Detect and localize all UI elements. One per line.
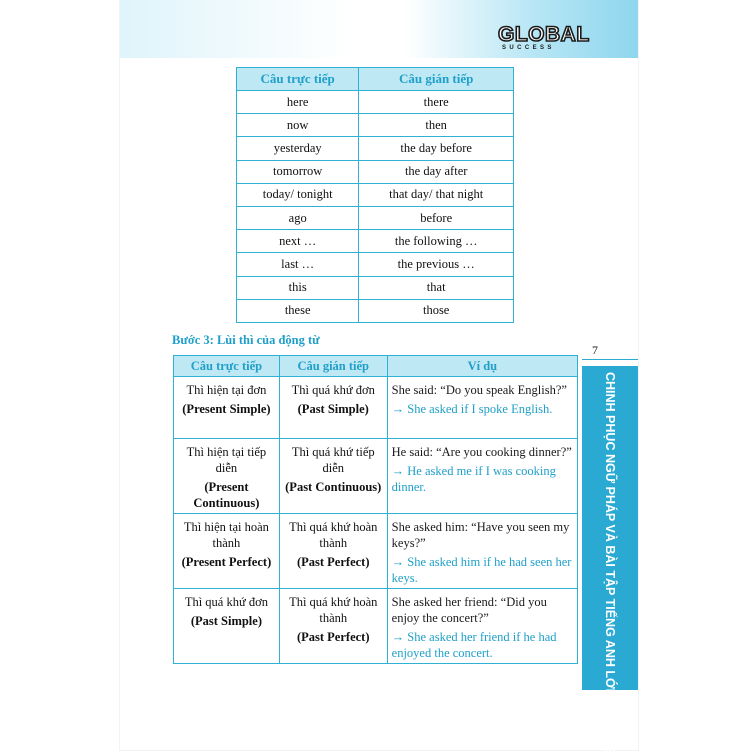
logo-main-text: GLOBAL [498, 23, 590, 46]
table1-cell-indirect: that day/ that night [359, 183, 514, 206]
global-success-logo [498, 23, 590, 54]
indirect-tense-cell [279, 377, 387, 439]
table1-cell-direct: now [237, 114, 359, 137]
table1-cell-direct: these [237, 299, 359, 322]
adverb-conversion-table [236, 67, 514, 323]
table1-header-indirect: Câu gián tiếp [359, 68, 514, 91]
example-answer: → She asked her friend if he had enjoyed the concert. [391, 630, 557, 660]
table-row [237, 253, 514, 276]
direct-tense-vi: Thì hiện tại hoàn thành [183, 520, 269, 550]
table-row [237, 276, 514, 299]
table-row [237, 91, 514, 114]
indirect-tense-en: (Past Continuous) [285, 480, 382, 494]
table1-cell-indirect: that [359, 276, 514, 299]
table2-header-indirect: Câu gián tiếp [279, 356, 387, 377]
example-answer: → She asked him if he had seen her keys. [391, 555, 572, 585]
table1-cell-direct: here [237, 91, 359, 114]
table1-cell-indirect: those [359, 299, 514, 322]
table-row [237, 206, 514, 229]
direct-tense-cell [174, 377, 280, 439]
table1-cell-direct: tomorrow [237, 160, 359, 183]
direct-tense-en: (Present Perfect) [181, 555, 272, 569]
example-sentence: She said: “Do you speak English?” [391, 383, 567, 397]
table-row [174, 439, 578, 514]
table1-cell-direct: ago [237, 206, 359, 229]
indirect-tense-cell [279, 589, 387, 664]
example-sentence: She asked him: “Have you seen my keys?” [391, 520, 570, 550]
table-row [237, 137, 514, 160]
table1-cell-direct: next … [237, 230, 359, 253]
table1-cell-indirect: the previous … [359, 253, 514, 276]
table1-cell-indirect: the following … [359, 230, 514, 253]
table1-cell-indirect: the day before [359, 137, 514, 160]
example-answer: → She asked if I spoke English. [391, 402, 553, 416]
table-row [237, 230, 514, 253]
section-heading: Bước 3: Lùi thì của động từ [172, 333, 320, 347]
indirect-tense-cell [279, 514, 387, 589]
table-row [237, 160, 514, 183]
indirect-tense-vi: Thì quá khứ tiếp diễn [291, 445, 375, 475]
table1-cell-indirect: the day after [359, 160, 514, 183]
table1-cell-direct: today/ tonight [237, 183, 359, 206]
table-row [174, 514, 578, 589]
direct-tense-vi: Thì quá khứ đơn [184, 595, 268, 609]
example-sentence: He said: “Are you cooking dinner?” [391, 445, 572, 459]
table-row [174, 377, 578, 439]
table-row [174, 589, 578, 664]
indirect-tense-vi: Thì quá khứ đơn [291, 383, 375, 397]
direct-tense-vi: Thì hiện tại tiếp diễn [186, 445, 267, 475]
page-number-divider [582, 359, 638, 360]
indirect-tense-en: (Past Simple) [297, 402, 369, 416]
direct-tense-cell [174, 589, 280, 664]
table1-cell-indirect: there [359, 91, 514, 114]
direct-tense-en: (Past Simple) [190, 614, 262, 628]
indirect-tense-en: (Past Perfect) [296, 630, 370, 644]
direct-tense-cell [174, 439, 280, 514]
table1-cell-direct: last … [237, 253, 359, 276]
indirect-tense-vi: Thì quá khứ hoàn thành [289, 595, 378, 625]
table1-cell-direct: yesterday [237, 137, 359, 160]
tense-backshift-table [173, 355, 578, 664]
table-row [237, 183, 514, 206]
sidebar-title: CHINH PHỤC NGỮ PHÁP VÀ BÀI TẬP TIẾNG ANH LỚP 9 - TẬP 2 [603, 372, 617, 754]
table1-cell-indirect: before [359, 206, 514, 229]
direct-tense-en: (Present Continuous) [193, 480, 260, 510]
logo-sub-text: SUCCESS [502, 45, 555, 51]
direct-tense-vi: Thì hiện tại đơn [186, 383, 267, 397]
table1-cell-indirect: then [359, 114, 514, 137]
example-cell [387, 589, 577, 664]
page-number: 7 [592, 343, 598, 357]
indirect-tense-en: (Past Perfect) [296, 555, 370, 569]
indirect-tense-cell [279, 439, 387, 514]
example-answer: → He asked me if I was cooking dinner. [391, 464, 556, 494]
table-row [237, 299, 514, 322]
table2-header-direct: Câu trực tiếp [174, 356, 280, 377]
table-row [237, 114, 514, 137]
direct-tense-cell [174, 514, 280, 589]
table1-cell-direct: this [237, 276, 359, 299]
example-cell [387, 377, 577, 439]
example-sentence: She asked her friend: “Did you enjoy the concert?” [391, 595, 547, 625]
table2-header-example: Ví dụ [387, 356, 577, 377]
direct-tense-en: (Present Simple) [182, 402, 271, 416]
indirect-tense-vi: Thì quá khứ hoàn thành [289, 520, 378, 550]
table1-header-direct: Câu trực tiếp [237, 68, 359, 91]
example-cell [387, 514, 577, 589]
example-cell [387, 439, 577, 514]
